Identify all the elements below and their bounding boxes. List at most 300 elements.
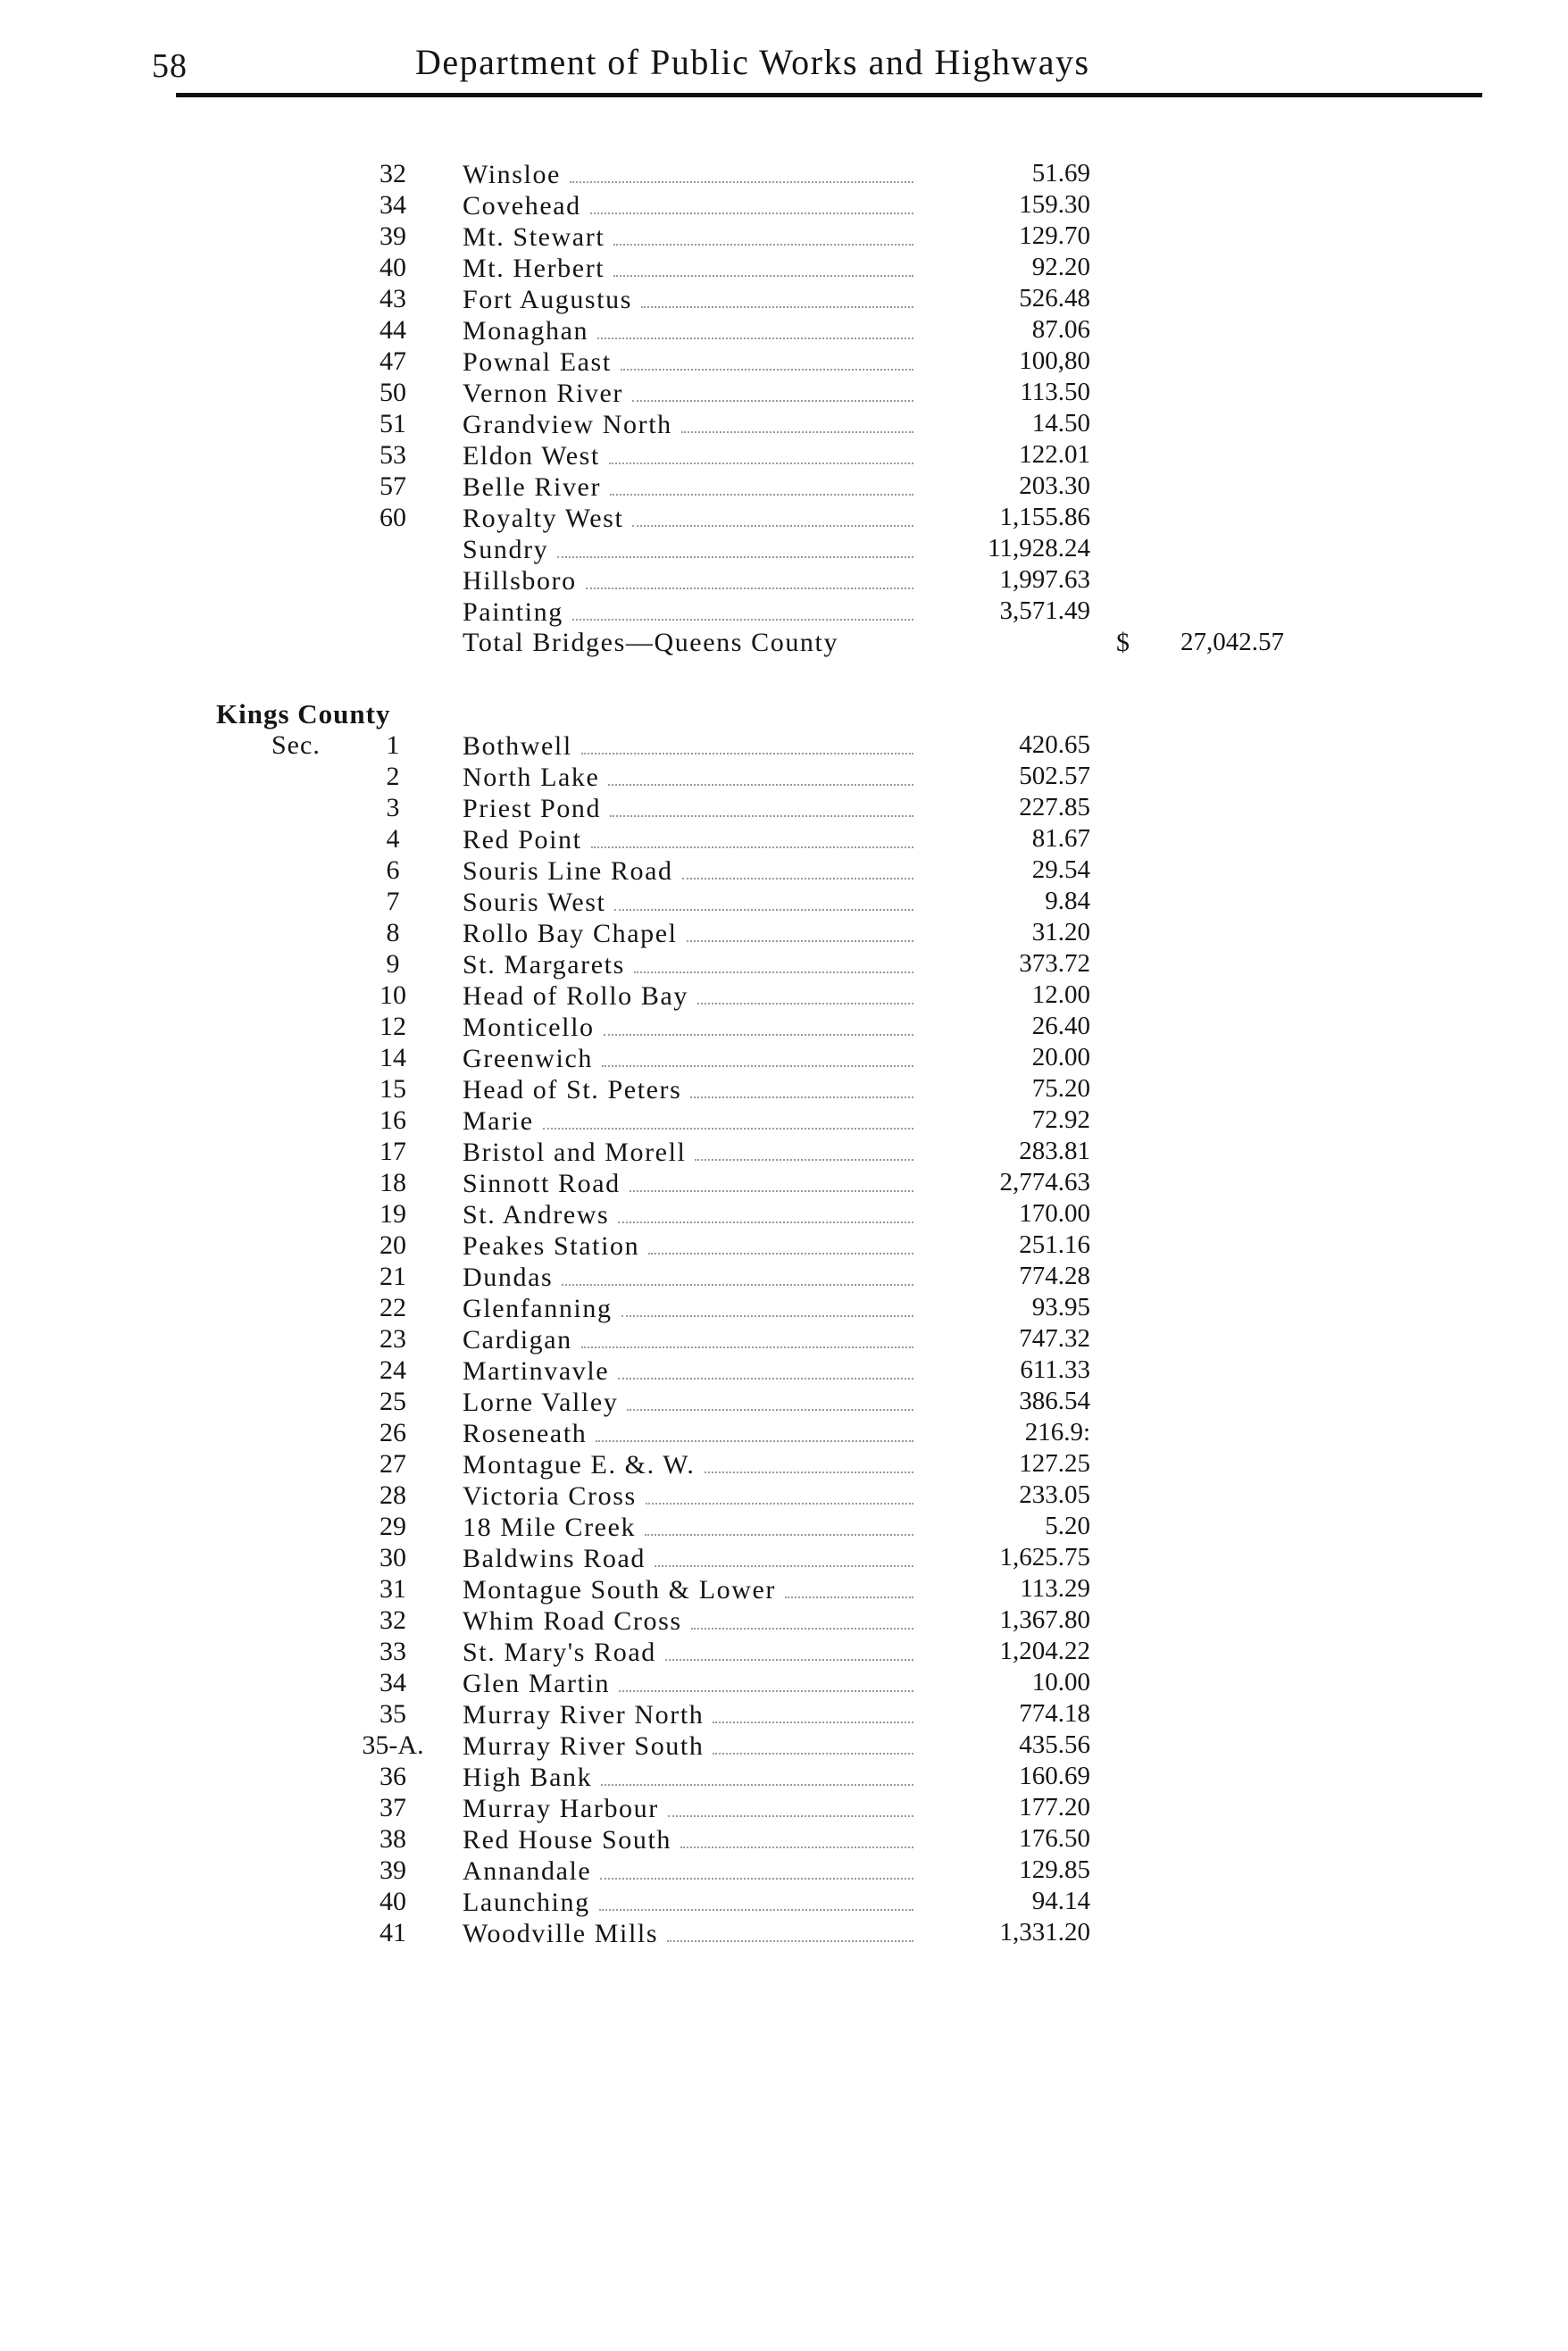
ledger-row: [0, 377, 1568, 408]
bridge-name-cell: [463, 221, 913, 253]
bridge-name: Dundas: [463, 1263, 554, 1292]
bridge-name-cell: [463, 1261, 913, 1293]
bridge-name: Winsloe: [463, 160, 561, 189]
section-number: 47: [379, 346, 406, 376]
section-number: 18: [379, 1168, 406, 1197]
ledger-row: [0, 1511, 1568, 1542]
bridge-name: Victoria Cross: [463, 1481, 637, 1511]
ledger-row: [0, 1386, 1568, 1417]
amount: 1,367.80: [999, 1605, 1090, 1634]
section-number: 33: [379, 1637, 406, 1666]
ledger-row: [0, 1573, 1568, 1605]
section-number: 50: [379, 378, 406, 407]
section-number: 32: [379, 159, 406, 188]
dot-leader: [655, 1562, 913, 1567]
dot-leader: [581, 1343, 913, 1348]
bridge-name-cell: [463, 408, 913, 440]
section-number: 31: [379, 1574, 406, 1604]
amount: 233.05: [1019, 1480, 1090, 1509]
dot-leader: [621, 1312, 913, 1317]
section-number: 17: [379, 1137, 406, 1166]
bridge-name: Martinvavle: [463, 1356, 610, 1386]
section-number: 36: [379, 1762, 406, 1791]
amount: 251.16: [1019, 1230, 1090, 1259]
amount: 92.20: [1031, 253, 1090, 281]
bridge-name-cell: [463, 917, 913, 949]
bridge-name-cell: [463, 314, 913, 346]
bridge-name-cell: [463, 439, 913, 471]
ledger-row: [0, 1823, 1568, 1855]
amount: 526.48: [1019, 284, 1090, 313]
dot-leader: [630, 1187, 913, 1192]
amount: 420.65: [1019, 730, 1090, 759]
dot-leader: [667, 1937, 913, 1942]
dot-leader: [581, 749, 913, 754]
dot-leader: [681, 428, 913, 433]
ledger-row: [0, 1636, 1568, 1667]
amount: 51.69: [1031, 159, 1090, 188]
bridge-name-cell: [463, 1511, 913, 1543]
bridge-name-cell: [463, 1386, 913, 1418]
dot-leader: [618, 1218, 913, 1223]
section-number: 37: [379, 1793, 406, 1822]
ledger-row: [0, 1136, 1568, 1167]
section-number: 51: [379, 409, 406, 438]
amount: 81.67: [1031, 824, 1090, 853]
running-head-title: Department of Public Works and Highways: [415, 42, 1090, 82]
ledger-row: [0, 1073, 1568, 1105]
amount: 127.25: [1019, 1449, 1090, 1478]
section-number: 7: [386, 887, 400, 916]
section-number: 39: [379, 1855, 406, 1885]
bridge-name-cell: [463, 1667, 913, 1699]
ledger-row: [0, 283, 1568, 314]
bridge-name: Red House South: [463, 1825, 671, 1855]
section-number: 41: [379, 1918, 406, 1947]
bridge-name: Peakes Station: [463, 1231, 640, 1261]
bridge-name-cell: [463, 189, 913, 221]
dot-leader: [691, 1624, 913, 1630]
bridge-name: Fort Augustus: [463, 285, 633, 314]
bridge-name-cell: [463, 1636, 913, 1668]
dot-leader: [557, 553, 913, 558]
ledger-row: [0, 1261, 1568, 1292]
amount: 611.33: [1020, 1355, 1090, 1384]
bridge-name-cell: [463, 1292, 913, 1324]
section-number: 40: [379, 253, 406, 282]
dot-leader: [632, 521, 913, 527]
section-number: 38: [379, 1824, 406, 1854]
section-number: 6: [386, 855, 400, 885]
bridge-name: Baldwins Road: [463, 1544, 646, 1573]
amount: 1,204.22: [999, 1637, 1090, 1665]
ledger-row: [0, 1323, 1568, 1355]
bridge-name-cell: [463, 823, 913, 855]
amount: 160.69: [1019, 1762, 1090, 1790]
section-number: 12: [379, 1012, 406, 1041]
bridge-name-cell: [463, 471, 913, 503]
dot-leader: [591, 843, 913, 848]
bridge-name: Glenfanning: [463, 1294, 613, 1323]
amount: 227.85: [1019, 793, 1090, 821]
amount: 9.84: [1045, 887, 1090, 915]
section-number: 27: [379, 1449, 406, 1479]
dot-leader: [646, 1499, 913, 1505]
bridge-name: Glen Martin: [463, 1669, 611, 1698]
amount: 435.56: [1019, 1730, 1090, 1759]
amount: 1,997.63: [999, 565, 1090, 594]
section-number: 57: [379, 471, 406, 501]
bridge-name: Pownal East: [463, 347, 612, 377]
amount: 129.85: [1019, 1855, 1090, 1884]
bridge-name: Whim Road Cross: [463, 1606, 682, 1636]
bridge-name: Lorne Valley: [463, 1388, 619, 1417]
amount: 373.72: [1019, 949, 1090, 978]
amount: 3,571.49: [999, 596, 1090, 625]
ledger-row: [0, 1355, 1568, 1386]
dot-leader: [634, 968, 913, 973]
bridge-name-cell: [463, 1542, 913, 1574]
ledger-row: [0, 1542, 1568, 1573]
bridge-name: Head of Rollo Bay: [463, 981, 688, 1011]
dot-leader: [600, 1874, 913, 1880]
bridge-name: Vernon River: [463, 379, 623, 408]
dot-leader: [682, 874, 913, 880]
ledger-row: [0, 314, 1568, 346]
dot-leader: [680, 1843, 913, 1848]
bridge-name: Monaghan: [463, 316, 589, 346]
section-number: 30: [379, 1543, 406, 1572]
total-amount: 27,042.57: [1180, 628, 1284, 656]
bridge-name: Woodville Mills: [463, 1919, 659, 1948]
ledger-row: [0, 1792, 1568, 1823]
bridge-name-cell: [463, 502, 913, 534]
dot-leader: [601, 1780, 913, 1786]
dot-leader: [641, 303, 913, 308]
ledger-row: [0, 917, 1568, 948]
bridge-name: Annandale: [463, 1856, 592, 1886]
section-number: 24: [379, 1355, 406, 1385]
dot-leader: [695, 1155, 913, 1161]
bridge-name-cell: [463, 1011, 913, 1043]
ledger-row: [0, 471, 1568, 502]
bridge-name: Cardigan: [463, 1325, 572, 1355]
bridge-name: Monticello: [463, 1013, 595, 1042]
dot-leader: [613, 240, 913, 246]
bridge-name-cell: [463, 948, 913, 980]
bridge-name: Bothwell: [463, 731, 572, 761]
bridge-name-cell: [463, 377, 913, 409]
section-number: 34: [379, 1668, 406, 1697]
amount: 5.20: [1045, 1512, 1090, 1540]
bridge-name-cell: [463, 1448, 913, 1480]
ledger-row: [0, 1198, 1568, 1230]
ledger-row: [0, 761, 1568, 792]
bridge-name-cell: [463, 1730, 913, 1762]
ledger-row: [0, 792, 1568, 823]
section-number: 25: [379, 1387, 406, 1416]
ledger-row: [0, 158, 1568, 189]
bridge-name-cell: [463, 1823, 913, 1855]
bridge-name: Rollo Bay Chapel: [463, 919, 678, 948]
section-number: 15: [379, 1074, 406, 1104]
bridge-name-cell: [463, 1198, 913, 1230]
bridge-name: St. Margarets: [463, 950, 625, 980]
section-number: 34: [379, 190, 406, 220]
ledger-row: [0, 1886, 1568, 1917]
bridge-name: Souris Line Road: [463, 856, 673, 886]
currency-symbol: $: [1116, 628, 1130, 657]
amount: 1,331.20: [999, 1918, 1090, 1947]
dot-leader: [697, 999, 913, 1005]
section-number: 26: [379, 1418, 406, 1447]
ledger-row: [0, 1480, 1568, 1511]
ledger-row: [0, 729, 1568, 761]
bridge-name: Montague South & Lower: [463, 1575, 776, 1605]
ledger-row: [0, 1855, 1568, 1886]
ledger-row: [0, 221, 1568, 252]
section-number: 22: [379, 1293, 406, 1322]
section-number: 3: [386, 793, 400, 822]
ledger-row: [0, 1667, 1568, 1698]
bridge-name: High Bank: [463, 1763, 593, 1792]
bridge-name-cell: [463, 346, 913, 378]
amount: 177.20: [1019, 1793, 1090, 1822]
bridge-name-cell: [463, 1573, 913, 1605]
amount: 26.40: [1031, 1012, 1090, 1040]
dot-leader: [613, 271, 913, 277]
dot-leader: [610, 812, 913, 817]
section-number: 9: [386, 949, 400, 979]
dot-leader: [632, 396, 913, 402]
bridge-name-cell: [463, 1167, 913, 1199]
bridge-name: Bristol and Morell: [463, 1138, 687, 1167]
bridge-name: Head of St. Peters: [463, 1075, 682, 1105]
amount: 94.14: [1031, 1887, 1090, 1915]
dot-leader: [609, 459, 913, 464]
dot-leader: [614, 905, 913, 911]
bridge-name: Montague E. &. W.: [463, 1450, 696, 1480]
bridge-name-cell: [463, 596, 913, 628]
bridge-name: Sundry: [463, 535, 549, 564]
section-label: Sec.: [271, 730, 321, 760]
ledger-row: [0, 1292, 1568, 1323]
ledger-row: [0, 1230, 1568, 1261]
ledger-row: [0, 1730, 1568, 1761]
section-number: 40: [379, 1887, 406, 1916]
bridge-name: Royalty West: [463, 504, 624, 533]
ledger-row: [0, 439, 1568, 471]
ledger-row: [0, 1605, 1568, 1636]
bridge-name-cell: [463, 1042, 913, 1074]
amount: 14.50: [1031, 409, 1090, 438]
ledger-row: [0, 346, 1568, 377]
amount: 11,928.24: [988, 534, 1090, 563]
bridge-name-cell: [463, 1355, 913, 1387]
amount: 20.00: [1031, 1043, 1090, 1071]
bridge-name: Mt. Herbert: [463, 254, 605, 283]
bridge-name-cell: [463, 792, 913, 824]
amount: 203.30: [1019, 471, 1090, 500]
dot-leader: [705, 1468, 913, 1473]
ledger-row: [0, 408, 1568, 439]
amount: 29.54: [1031, 855, 1090, 884]
bridge-name: Covehead: [463, 191, 581, 221]
section-number: 29: [379, 1512, 406, 1541]
bridge-name-cell: [463, 564, 913, 596]
bridge-name: Red Point: [463, 825, 582, 855]
ledger-row: [0, 502, 1568, 533]
section-number: 16: [379, 1105, 406, 1135]
dot-leader: [713, 1718, 913, 1723]
dot-leader: [604, 1030, 913, 1036]
amount: 72.92: [1031, 1105, 1090, 1134]
section-number: 4: [386, 824, 400, 854]
ledger-row: [0, 886, 1568, 917]
bridge-name-cell: [463, 533, 913, 565]
ledger-row: [0, 596, 1568, 627]
section-number: 35-A.: [362, 1730, 424, 1760]
bridge-name-cell: [463, 1480, 913, 1512]
ledger-row: [0, 533, 1568, 564]
dot-leader: [668, 1812, 913, 1817]
amount: 122.01: [1019, 440, 1090, 469]
amount: 774.18: [1019, 1699, 1090, 1728]
total-label: Total Bridges—Queens County: [463, 628, 839, 657]
bridge-name: Mt. Stewart: [463, 222, 605, 252]
dot-leader: [713, 1749, 913, 1755]
amount: 283.81: [1019, 1137, 1090, 1165]
dot-leader: [572, 615, 913, 621]
bridge-name: North Lake: [463, 763, 600, 792]
section-number: 43: [379, 284, 406, 313]
section-number: 10: [379, 980, 406, 1010]
ledger-row: [0, 948, 1568, 980]
ledger-row: [0, 1761, 1568, 1792]
bridge-name: Marie: [463, 1106, 534, 1136]
bridge-name: Murray Harbour: [463, 1794, 659, 1823]
bridge-name: Launching: [463, 1888, 590, 1917]
dot-leader: [597, 334, 913, 339]
amount: 100,80: [1019, 346, 1090, 375]
bridge-name-cell: [463, 1417, 913, 1449]
ledger-row: [0, 1105, 1568, 1136]
bridge-name-cell: [463, 1855, 913, 1887]
dot-leader: [618, 1374, 913, 1380]
amount: 87.06: [1031, 315, 1090, 344]
bridge-name-cell: [463, 1323, 913, 1355]
bridge-name: Painting: [463, 597, 563, 627]
bridge-name-cell: [463, 1136, 913, 1168]
ledger-row: [0, 1167, 1568, 1198]
bridge-name: 18 Mile Creek: [463, 1513, 637, 1542]
ledger-row: [0, 1917, 1568, 1948]
bridge-name-cell: [463, 158, 913, 190]
dot-leader: [608, 780, 913, 786]
dot-leader: [690, 1093, 913, 1098]
amount: 2,774.63: [999, 1168, 1090, 1196]
dot-leader: [621, 365, 913, 371]
bridge-name-cell: [463, 761, 913, 793]
bridge-name-cell: [463, 1886, 913, 1918]
amount: 31.20: [1031, 918, 1090, 946]
bridge-name-cell: [463, 1761, 913, 1793]
bridge-name: Souris West: [463, 888, 606, 917]
ledger-row: [0, 189, 1568, 221]
section-number: 28: [379, 1480, 406, 1510]
total-label-cell: [463, 627, 913, 658]
bridge-name: Sinnott Road: [463, 1169, 621, 1198]
ledger-row: [0, 1011, 1568, 1042]
section-number: 44: [379, 315, 406, 345]
bridge-name: Roseneath: [463, 1419, 588, 1448]
dot-leader: [785, 1593, 913, 1598]
dot-leader: [619, 1687, 913, 1692]
amount: 159.30: [1019, 190, 1090, 219]
amount: 1,155.86: [999, 503, 1090, 531]
dot-leader: [590, 209, 913, 214]
bridge-name: Hillsboro: [463, 566, 577, 596]
bridge-name-cell: [463, 855, 913, 887]
ledger-row: [0, 1042, 1568, 1073]
queens-total-row: [0, 627, 1568, 658]
kings-county-heading: Kings County: [216, 698, 391, 729]
ledger-row: [0, 564, 1568, 596]
bridge-name: Belle River: [463, 472, 602, 502]
bridge-name: St. Mary's Road: [463, 1638, 656, 1667]
dot-leader: [570, 178, 913, 183]
section-number: 60: [379, 503, 406, 532]
dot-leader: [602, 1062, 913, 1067]
amount: 129.70: [1019, 221, 1090, 250]
ledger-row: [0, 823, 1568, 855]
bridge-name-cell: [463, 1917, 913, 1949]
ledger-row: [0, 1698, 1568, 1730]
section-number: 14: [379, 1043, 406, 1072]
dot-leader: [610, 490, 913, 496]
amount: 93.95: [1031, 1293, 1090, 1321]
section-number: 8: [386, 918, 400, 947]
bridge-name-cell: [463, 1105, 913, 1137]
amount: 1,625.75: [999, 1543, 1090, 1572]
amount: 774.28: [1019, 1262, 1090, 1290]
bridge-name-cell: [463, 1073, 913, 1105]
bridge-name-cell: [463, 729, 913, 762]
section-number: 39: [379, 221, 406, 251]
ledger-row: [0, 252, 1568, 283]
section-number: 21: [379, 1262, 406, 1291]
amount: 216.9:: [1024, 1418, 1090, 1446]
bridge-name-cell: [463, 283, 913, 315]
section-number: 20: [379, 1230, 406, 1260]
section-number: 19: [379, 1199, 406, 1229]
bridge-name-cell: [463, 980, 913, 1012]
section-number: 1: [386, 730, 400, 760]
dot-leader: [627, 1405, 913, 1411]
dot-leader: [645, 1530, 913, 1536]
bridge-name: Greenwich: [463, 1044, 594, 1073]
dot-leader: [596, 1437, 913, 1442]
bridge-name-cell: [463, 1230, 913, 1262]
bridge-name-cell: [463, 1792, 913, 1824]
section-number: 23: [379, 1324, 406, 1354]
amount: 75.20: [1031, 1074, 1090, 1103]
amount: 170.00: [1019, 1199, 1090, 1228]
ledger-row: [0, 1417, 1568, 1448]
bridge-name-cell: [463, 886, 913, 918]
bridge-name: Priest Pond: [463, 794, 602, 823]
dot-leader: [648, 1249, 913, 1255]
